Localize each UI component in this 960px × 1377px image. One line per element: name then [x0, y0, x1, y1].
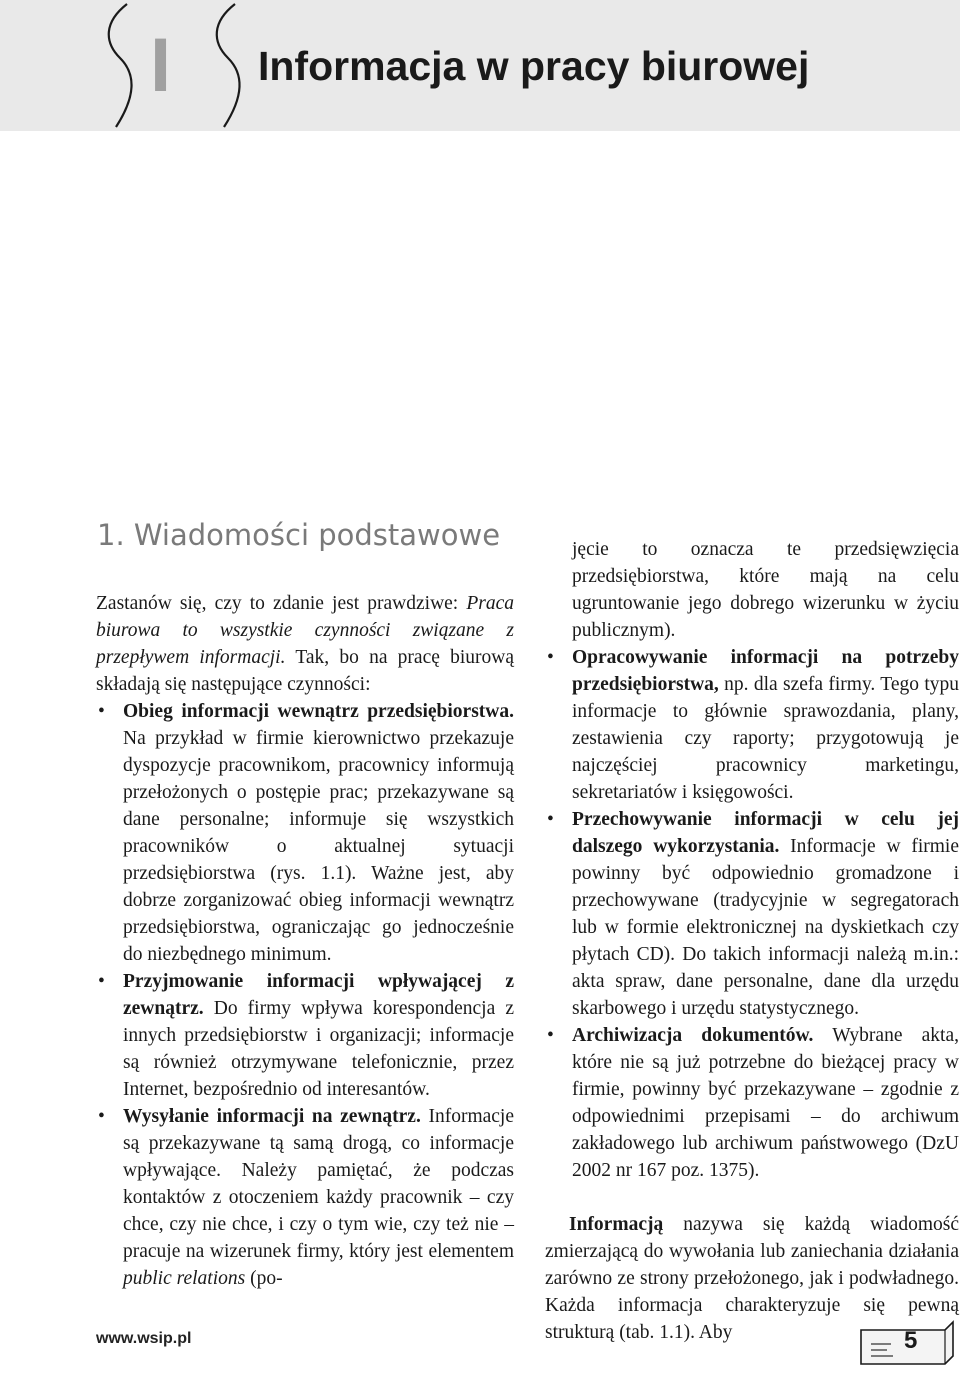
- page-number: 5: [904, 1327, 918, 1354]
- left-column: [96, 590, 514, 1292]
- right-column: [545, 536, 959, 1346]
- list-item: [545, 644, 959, 806]
- activity-list-right: [545, 644, 959, 1184]
- list-item-lead: Obieg informacji wewnątrz przedsiębiorstwa.: [123, 701, 514, 722]
- list-item-italic-term: public relations: [123, 1268, 246, 1289]
- section-heading: 1. Wiadomości podstawowe: [97, 518, 501, 552]
- list-item-lead: Wysyłanie informacji na zewnątrz.: [123, 1106, 421, 1127]
- list-item-tail: (po-: [245, 1268, 283, 1289]
- chapter-braces-decoration: [96, 0, 256, 131]
- list-item: [96, 1103, 514, 1292]
- chapter-title: Informacja w pracy biurowej: [258, 43, 810, 89]
- intro-paragraph: [96, 590, 514, 698]
- chapter-numeral: I: [150, 23, 172, 108]
- list-item-lead: Opracowywanie informacji na potrzeby przedsiębiorstwa,: [572, 647, 959, 695]
- list-item-body: Wybrane akta, które nie są już potrzebne do bieżącej pracy w firmie, powinny być przekazywane – zgodnie z odpowiednimi przepisami – do archiwum zakładowego lub archiwum państwowego (DzU 2002 nr 167 poz. 1375).: [572, 1025, 959, 1181]
- intro-text: Zastanów się, czy to zdanie jest prawdziwe:: [96, 593, 467, 614]
- list-item-body: Do firmy wpływa korespondencja z innych przedsiębiorstw i organizacji; informacje są również otrzymywane telefonicznie, przez Internet, bezpośrednio od interesantów.: [123, 998, 514, 1100]
- definition-term: Informacją: [569, 1214, 664, 1235]
- activity-list-left: [96, 698, 514, 1292]
- list-item-lead: Archiwizacja dokumentów.: [572, 1025, 814, 1046]
- list-item: [96, 968, 514, 1103]
- list-item: [545, 1022, 959, 1184]
- definition-body: nazywa się każdą wiadomość zmierzającą do wywołania lub zaniechania działania zarówno ze strony przełożonego, jak i podwładnego. Każda informacja charakteryzuje się pewną strukturą (tab. 1.1). Aby: [545, 1214, 959, 1343]
- list-item-body: Informacje w firmie powinny być odpowiednio gromadzone i przechowywane (tradycyjnie w segregatorach lub w formie elektronicznej na dyskietkach czy płytach CD). Do takich informacji należą m.in.: akta spraw, dane personalne, dane dla urzędu skarbowego i urzędu statystycznego.: [572, 836, 959, 1019]
- chapter-header: [0, 0, 960, 131]
- list-item-body: Informacje są przekazywane tą samą drogą, co informacje wpływające. Należy pamiętać, że podczas kontaktów z otoczeniem każdy pracownik – czy chce, czy nie chce, i czy o tym wie, czy też nie – pracuje na wizerunek firmy, który jest elementem: [123, 1106, 514, 1262]
- list-item-lead: Przyjmowanie informacji wpływającej z zewnątrz.: [123, 971, 514, 1019]
- intro-quote: Praca biurowa to wszystkie czynności związane z przepływem informacji.: [96, 593, 514, 668]
- list-item-body: np. dla szefa firmy. Tego typu informacje to głównie sprawozdania, plany, zestawienia czy raporty; przygotowują je najczęściej pracownicy marketingu, sekretariatów i księgowości.: [572, 674, 959, 803]
- list-item: [545, 806, 959, 1022]
- list-item: [96, 698, 514, 968]
- continued-text: jęcie to oznacza te przedsięwzięcia przedsiębiorstwa, które mają na celu ugruntowanie jego dobrego wizerunku w życiu publicznym).: [572, 539, 959, 641]
- intro-text-continued: Tak, bo na pracę biurową składają się następujące czynności:: [96, 647, 514, 695]
- list-item-lead: Przechowywanie informacji w celu jej dalszego wykorzystania.: [572, 809, 959, 857]
- footer-url: www.wsip.pl: [96, 1330, 192, 1347]
- list-item-body: Na przykład w firmie kierownictwo przekazuje dyspozycje pracownikom, pracownicy informują przełożonych o postępie prac; przekazywane są dane personalne; informuje się wszystkich pracowników o aktualnej sytuacji przedsiębiorstwa (rys. 1.1). Ważne jest, aby dobrze zorganizować obieg informacji wewnątrz przedsiębiorstwa, ograniczając go jednocześnie do niezbędnego minimum.: [123, 728, 514, 965]
